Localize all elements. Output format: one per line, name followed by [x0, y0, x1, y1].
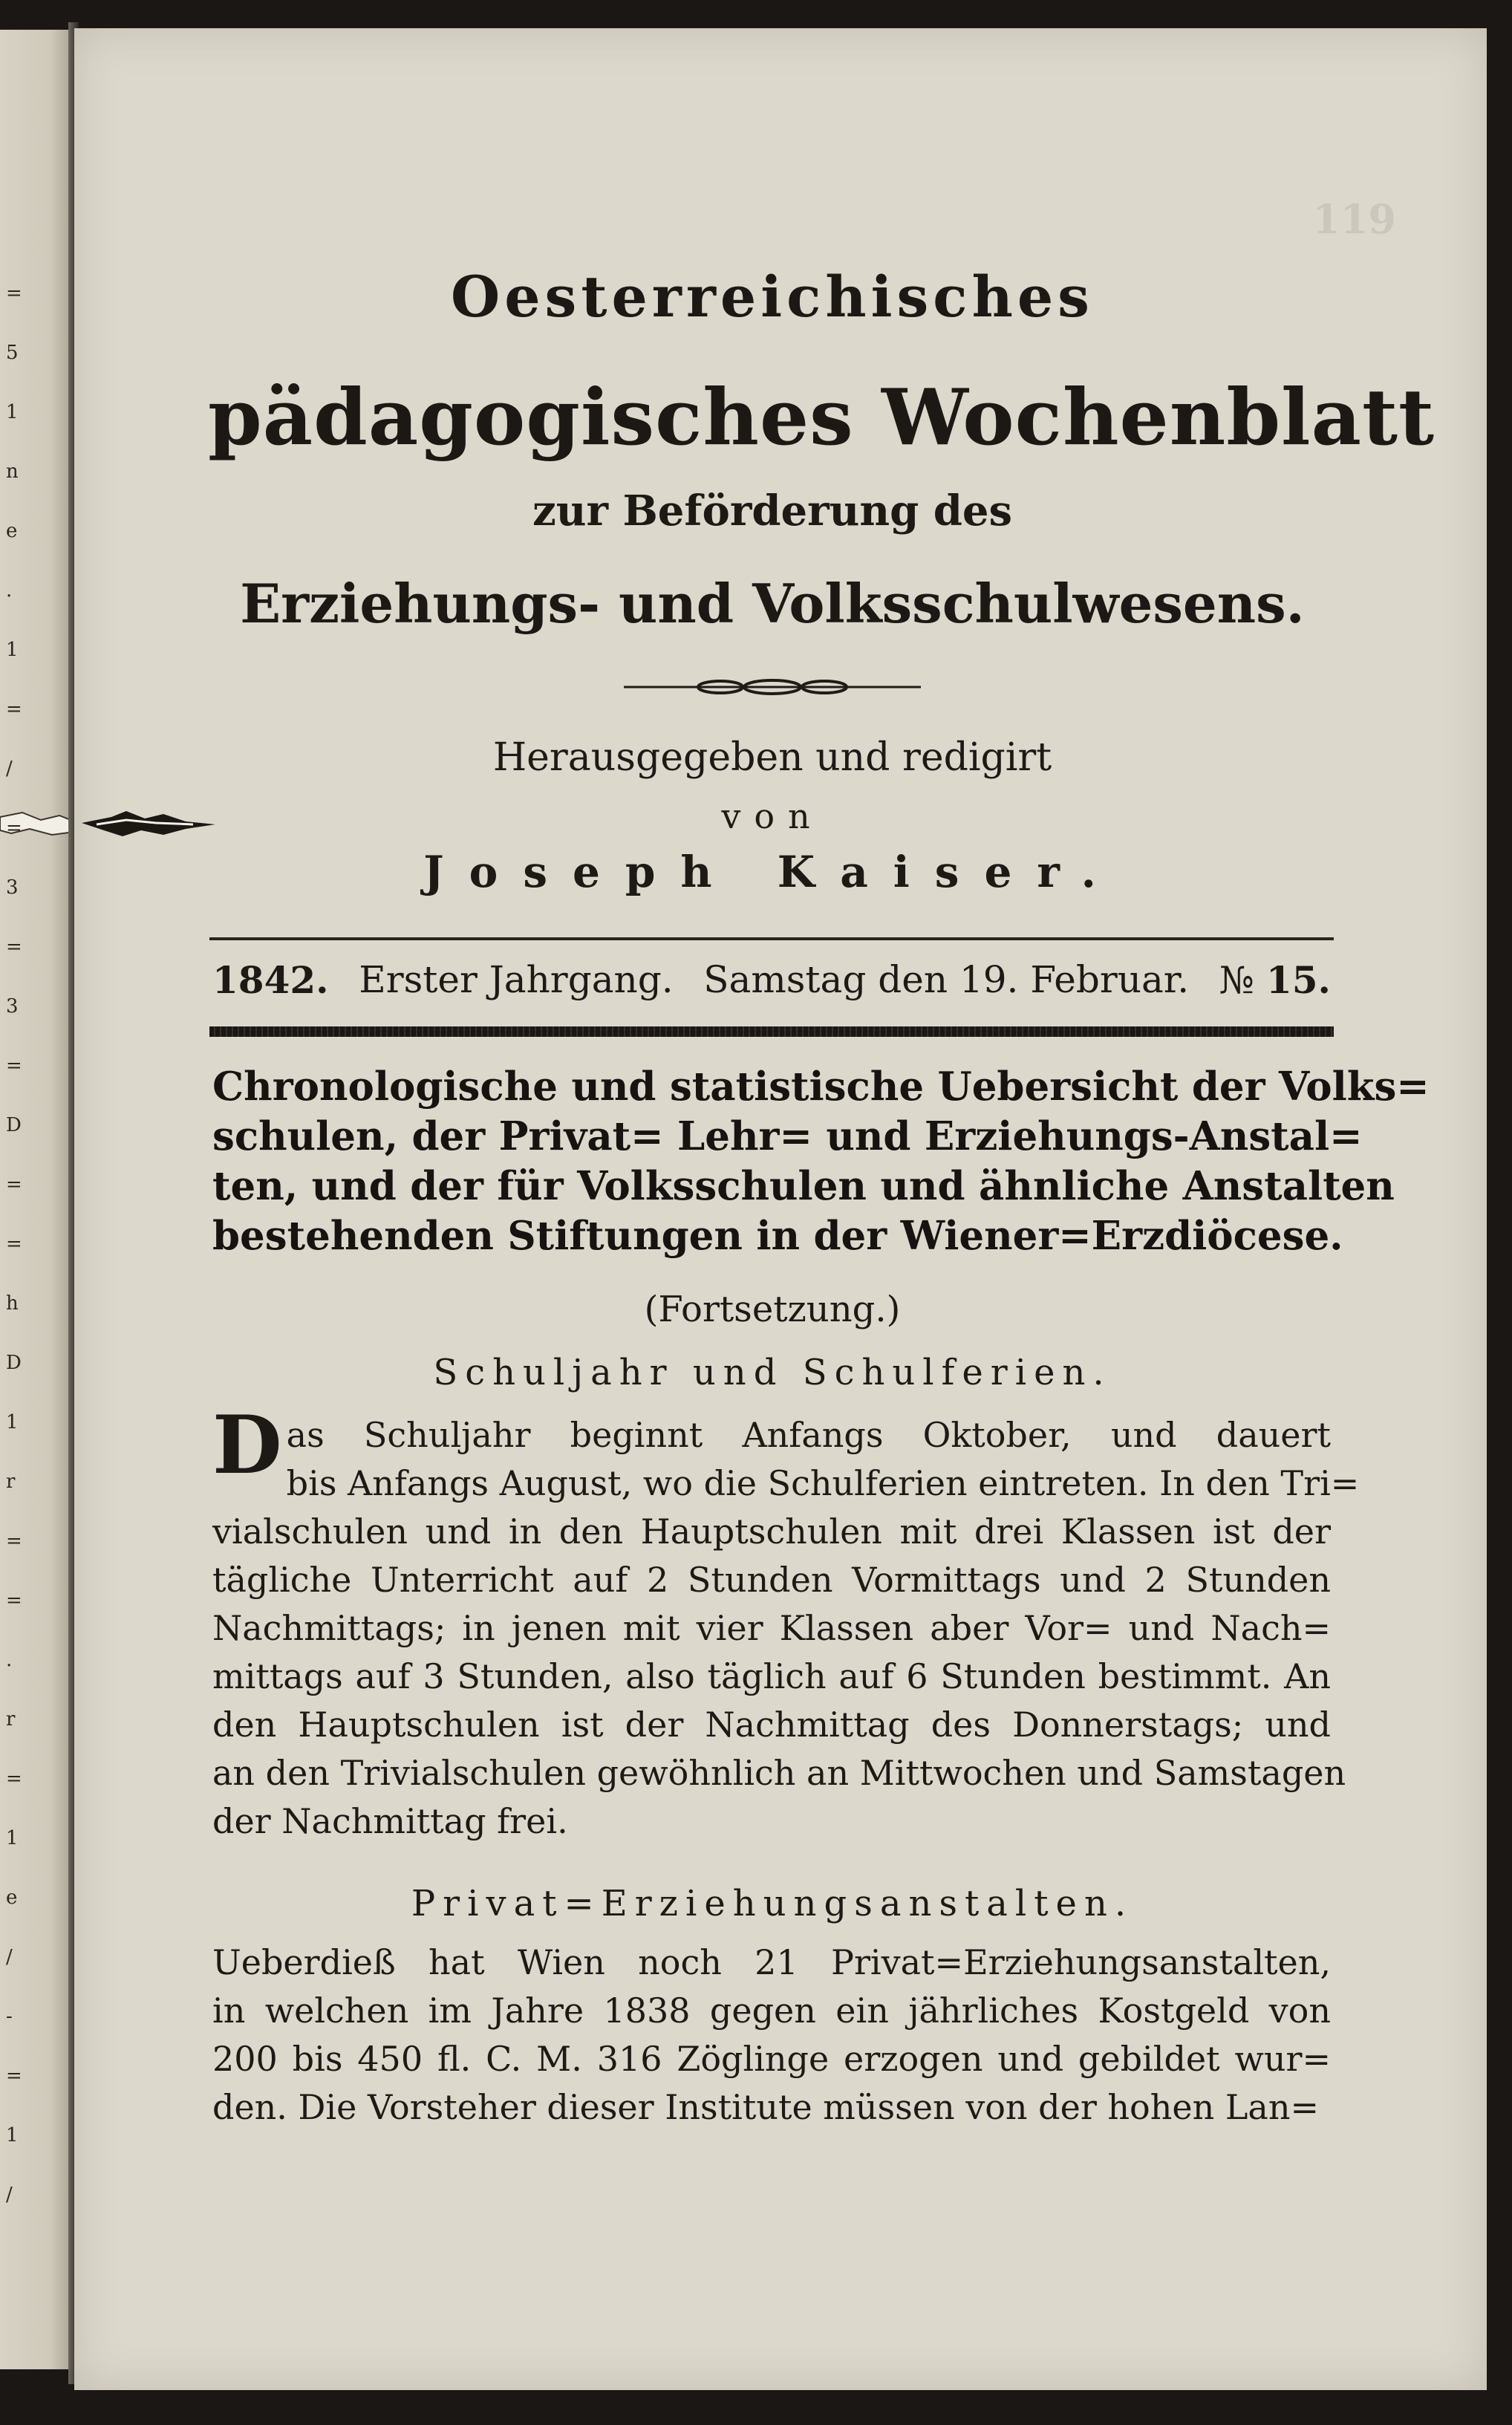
- privat-line: 200 bis 450 fl. C. M. 316 Zöglinge erzogen und gebildet wur=: [212, 2039, 1331, 2079]
- section-body-schuljahr: [212, 1399, 1360, 1846]
- page-number: 119: [1312, 195, 1396, 243]
- issue-line: [212, 958, 1331, 1002]
- top-rule: [209, 937, 1334, 940]
- margin-char: D: [6, 1352, 22, 1374]
- margin-char: 1: [6, 639, 19, 661]
- section-heading-privat: Privat=Erziehungsanstalten.: [411, 1883, 1134, 1924]
- margin-char: 1: [6, 1827, 19, 1849]
- margin-char: h: [6, 1292, 19, 1315]
- margin-char: n: [6, 460, 19, 483]
- title-line: bestehenden Stiftungen in der Wiener=Erzdiöcese.: [212, 1213, 1343, 1259]
- masthead-line-1: Oesterreichisches: [451, 264, 1094, 330]
- margin-char: -: [6, 2005, 13, 2028]
- article-title: [212, 1062, 1430, 1261]
- ornament-divider: [624, 676, 921, 698]
- masthead-title: pädagogisches Wochenblatt: [208, 371, 1436, 463]
- margin-char: 3: [6, 876, 19, 899]
- schuljahr-line: den Hauptschulen ist der Nachmittag des Donnerstags; und: [212, 1705, 1331, 1745]
- schuljahr-line: bis Anfangs August, wo die Schulferien eintreten. In den Tri=: [286, 1463, 1360, 1503]
- page-tear-mark: [82, 802, 215, 847]
- issue-volume: Erster Jahrgang.: [359, 958, 674, 1001]
- margin-char: =: [6, 282, 22, 305]
- schuljahr-line: mittags auf 3 Stunden, also täglich auf 6 Stunden bestimmt. An: [212, 1656, 1331, 1696]
- drop-cap: D: [212, 1399, 282, 1492]
- masthead-subtitle: zur Beförderung des: [532, 486, 1013, 536]
- margin-char: /: [6, 758, 13, 780]
- margin-char: =: [6, 936, 22, 958]
- margin-char: .: [6, 1649, 13, 1671]
- margin-char: =: [6, 2065, 22, 2087]
- margin-char: =: [6, 1530, 22, 1552]
- title-line: Chronologische und statistische Uebersicht der Volks=: [212, 1064, 1430, 1110]
- margin-char: 5: [6, 342, 19, 364]
- editor-line-2: von: [721, 796, 824, 836]
- title-line: schulen, der Privat= Lehr= und Erziehungs-Anstal=: [212, 1113, 1363, 1159]
- schuljahr-line: an den Trivialschulen gewöhnlich an Mittwochen und Samstagen: [212, 1753, 1346, 1793]
- issue-number: 15.: [1265, 958, 1331, 1002]
- section-heading-schuljahr: Schuljahr und Schulferien.: [433, 1352, 1112, 1393]
- privat-line: den. Die Vorsteher dieser Institute müssen von der hohen Lan=: [212, 2087, 1319, 2127]
- margin-char: /: [6, 1946, 13, 1968]
- margin-char: =: [6, 1055, 22, 1077]
- margin-char: e: [6, 1887, 18, 1909]
- bottom-rule-thick: [209, 1026, 1334, 1037]
- editor-line-1: Herausgegeben und redigirt: [492, 735, 1052, 780]
- margin-char: =: [6, 1589, 22, 1612]
- margin-char: r: [6, 1471, 16, 1493]
- schuljahr-line: vialschulen und in den Hauptschulen mit drei Klassen ist der: [212, 1511, 1331, 1552]
- privat-line: in welchen im Jahre 1838 gegen ein jährliches Kostgeld von: [212, 1991, 1331, 2031]
- margin-char: 1: [6, 401, 19, 423]
- margin-char: .: [6, 579, 13, 602]
- margin-char: e: [6, 520, 18, 542]
- issue-date: Samstag den 19. Februar.: [703, 958, 1190, 1001]
- margin-char: =: [6, 1768, 22, 1790]
- margin-char: 1: [6, 2124, 19, 2146]
- issue-number-label: №: [1219, 959, 1255, 1002]
- continuation-note: (Fortsetzung.): [644, 1289, 901, 1330]
- schuljahr-line: tägliche Unterricht auf 2 Stunden Vormittags und 2 Stunden: [212, 1560, 1331, 1600]
- margin-char: r: [6, 1708, 16, 1731]
- schuljahr-line: as Schuljahr beginnt Anfangs Oktober, und dauert: [286, 1415, 1331, 1455]
- margin-char: /: [6, 2184, 13, 2206]
- masthead-line-4: Erziehungs- und Volksschulwesens.: [240, 572, 1305, 635]
- margin-char: D: [6, 1114, 22, 1136]
- margin-char: =: [6, 1174, 22, 1196]
- margin-char: 3: [6, 995, 19, 1018]
- schuljahr-line: Nachmittags; in jenen mit vier Klassen aber Vor= und Nach=: [212, 1608, 1331, 1648]
- schuljahr-line: der Nachmittag frei.: [212, 1801, 568, 1841]
- editor-name: Joseph Kaiser.: [423, 847, 1121, 897]
- margin-char: =: [6, 698, 22, 720]
- issue-number-group: [1219, 958, 1331, 1002]
- margin-char: =: [6, 1233, 22, 1255]
- title-line: ten, und der für Volksschulen und ähnliche Anstalten: [212, 1163, 1395, 1209]
- privat-line: Ueberdieß hat Wien noch 21 Privat=Erziehungsanstalten,: [212, 1942, 1331, 1982]
- margin-char: 1: [6, 1411, 19, 1433]
- section-body-privat: [212, 1939, 1331, 2132]
- margin-char: =: [6, 817, 22, 839]
- issue-year: 1842.: [212, 958, 329, 1002]
